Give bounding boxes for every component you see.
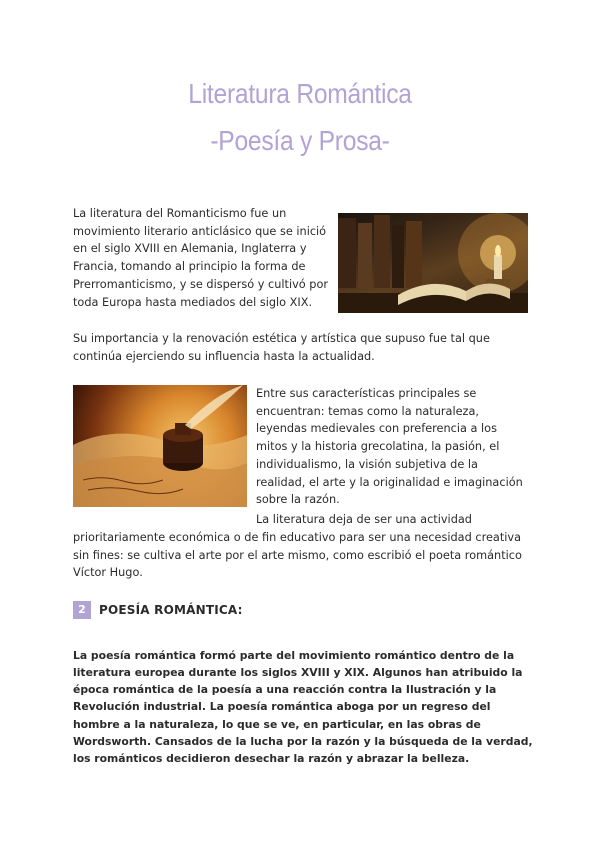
romantic-poetry-paragraph: La poesía romántica formó parte del movimiento romántico dentro de la literatura europea durante los siglos XVIII y XIX. Algunos han atribuido la época romántica de la poesía a una reacción contra la Ilustración y la Revolución industrial. La poesía romántica aboga por un regreso del hombre a la naturaleza, lo que se ve, en particular, en las obras de Wordsworth. Cansados de la lucha por la razón y la búsqueda de la verdad, los románticos decidieron desechar la razón y abrazar la belleza.: [73, 648, 533, 766]
book-candle-illustration: [338, 213, 528, 313]
page-title: Literatura Romántica: [188, 78, 412, 109]
section-number-badge: 2: [73, 601, 91, 619]
characteristics-paragraph: Entre sus características principales se encuentran: temas como la naturaleza, leyendas medievales con preferencia a los mitos y la historia grecolatina, la pasión, el individualismo, la visión subjetiva de la realidad, el arte y la originalidad e imaginación sobre la razón.: [256, 387, 523, 507]
page-subtitle: -Poesía y Prosa-: [210, 125, 390, 156]
intro-paragraph: La literatura del Romanticismo fue un movimiento literario anticlásico que se inició en el siglo XVIII en Alemania, Inglaterra y Francia, tomando al principio la forma de Prerromanticismo, y se dispersó y cultivó por toda Europa hasta mediados del siglo XIX.: [73, 207, 329, 309]
section-heading: [73, 601, 243, 619]
art-paragraph-first-line: La literatura deja de ser una actividad: [256, 513, 472, 526]
art-paragraph-continuation: prioritariamente económica o de fin educativo para ser una necesidad creativa sin fines: se cultiva el arte por el arte mismo, como escribió el poeta romántico Víctor Hugo.: [73, 531, 522, 580]
section-heading-text: POESÍA ROMÁNTICA:: [99, 603, 243, 617]
quill-inkwell-illustration: [73, 385, 247, 507]
open-book-candle-image: [338, 213, 528, 313]
importance-paragraph: Su importancia y la renovación estética y artística que supuso fue tal que continúa ejerciendo su influencia hasta la actualidad.: [73, 332, 490, 363]
quill-inkwell-image: [73, 385, 247, 507]
